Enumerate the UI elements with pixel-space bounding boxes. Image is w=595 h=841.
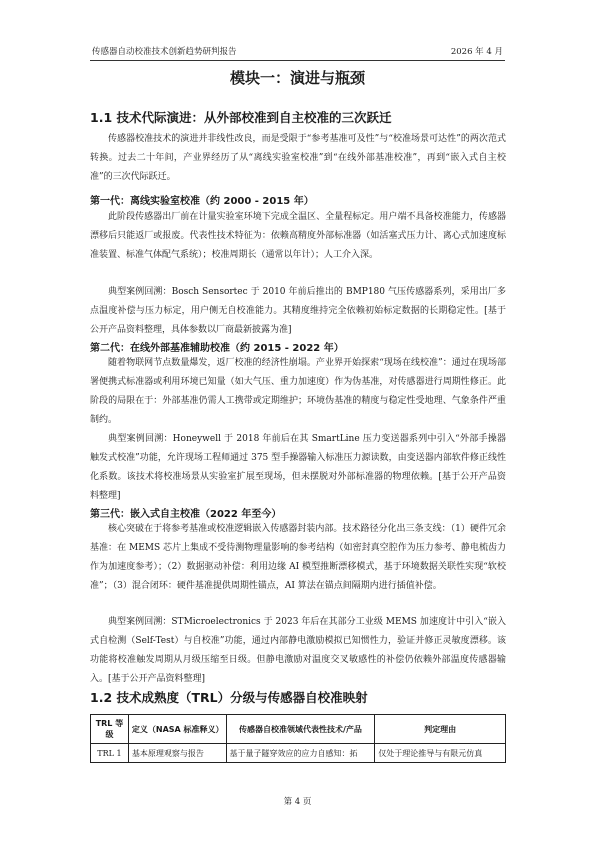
trl-header-technology: 传感器自校准领域代表性技术/产品 (226, 715, 375, 744)
trl-header-rationale: 判定理由 (375, 715, 506, 744)
running-header-title: 传感器自动校准技术创新趋势研判报告 (92, 47, 237, 57)
running-header-date: 2026 年 4 月 (450, 47, 503, 57)
section-1-1-intro: 传感器校准技术的演进并非线性改良，而是受限于“参考基准可及性”与“校准场景可达性”的两次范式转换。过去二十年间，产业界经历了从“离线实验室校准”到“在线外部基准校准”，再到“嵌入式自主校准”的三次代际跃迁。 (90, 134, 506, 182)
trl-table-header-row (91, 715, 506, 744)
trl-cell-rationale: 仅处于理论推导与有限元仿真 (375, 744, 506, 763)
gen1-case-paragraph: 典型案例回溯：Bosch Sensortec 于 2010 年前后推出的 BMP180 气压传感器系列，采用出厂多点温度补偿与压力标定，用户侧无自校准能力。其精度维持完全依赖初始标定数据的长期稳定性。[基于公开产品资料整理，具体参数以厂商最新披露为准] (90, 287, 506, 335)
gen1-heading: 第一代：离线实验室校准（约 2000 - 2015 年） (90, 196, 314, 207)
gen3-paragraph: 核心突破在于将参考基准或校准逻辑嵌入传感器封装内部。技术路径分化出三条支线：（1）硬件冗余基准：在 MEMS 芯片上集成不受待测物理量影响的参考结构（如密封真空腔作为压力参考、静电梳齿力作为加速度参考）；（2）数据驱动补偿：利用边缘 AI 模型推断漂移模式，基于环境数据关联性实现“软校准”；（3）混合闭环：硬件基准提供周期性锚点，AI 算法在锚点间隔期内进行插值补偿。 (90, 524, 506, 591)
trl-header-level: TRL 等级 (91, 715, 129, 744)
table-row (91, 744, 506, 763)
page-number: 第 4 页 (283, 797, 312, 807)
section-heading-1-1: 1.1 技术代际演进：从外部校准到自主校准的三次跃迁 (90, 110, 392, 125)
gen2-paragraph: 随着物联网节点数量爆发，返厂校准的经济性崩塌。产业界开始探索“现场在线校准”：通过在现场部署便携式标准器或利用环境已知量（如大气压、重力加速度）作为伪基准，对传感器进行周期性修正。此阶段的局限在于：外部基准仍需人工携带或定期维护；环境伪基准的精度与稳定性受地理、气象条件严重制约。 (90, 358, 506, 425)
trl-cell-technology: 基于量子隧穿效应的应力自感知：拓 (226, 744, 375, 763)
gen3-heading: 第三代：嵌入式自主校准（2022 年至今） (90, 509, 282, 520)
trl-header-definition: 定义（NASA 标准释义） (128, 715, 226, 744)
module-title: 模块一：演进与瓶颈 (229, 69, 365, 87)
section-heading-1-2: 1.2 技术成熟度（TRL）分级与传感器自校准映射 (90, 690, 368, 705)
gen2-case-paragraph: 典型案例回溯：Honeywell 于 2018 年前后在其 SmartLine 压力变送器系列中引入“外部手操器触发式校准”功能，允许现场工程师通过 375 型手操器输入标准压力源读数，由变送器内部软件修正线性化系数。该技术将校准场景从实验室扩展至现场，但未摆脱对外部标准器的物理依赖。[基于公开产品资料整理] (90, 434, 506, 501)
trl-cell-definition: 基本原理观察与报告 (128, 744, 226, 763)
trl-cell-level: TRL 1 (91, 744, 129, 763)
gen2-heading: 第二代：在线外部基准辅助校准（约 2015 - 2022 年） (90, 343, 344, 354)
header-rule (90, 60, 505, 61)
gen3-case-paragraph: 典型案例回溯：STMicroelectronics 于 2023 年后在其部分工业级 MEMS 加速度计中引入“嵌入式自检测（Self-Test）与自校准”功能，通过内部静电激励模拟已知惯性力，验证并修正灵敏度漂移。该功能将校准触发周期从月级压缩至日级。但静电激励对温度交叉敏感性的补偿仍依赖外部温度传感器输入。[基于公开产品资料整理] (90, 617, 506, 684)
gen1-paragraph: 此阶段传感器出厂前在计量实验室环境下完成全温区、全量程标定。用户端不具备校准能力，传感器漂移后只能返厂或报废。代表性技术特征为：依赖高精度外部标准器（如活塞式压力计、离心式加速度标准装置、标准气体配气系统）；校准周期长（通常以年计）；人工介入深。 (90, 212, 506, 260)
trl-table (90, 714, 506, 763)
